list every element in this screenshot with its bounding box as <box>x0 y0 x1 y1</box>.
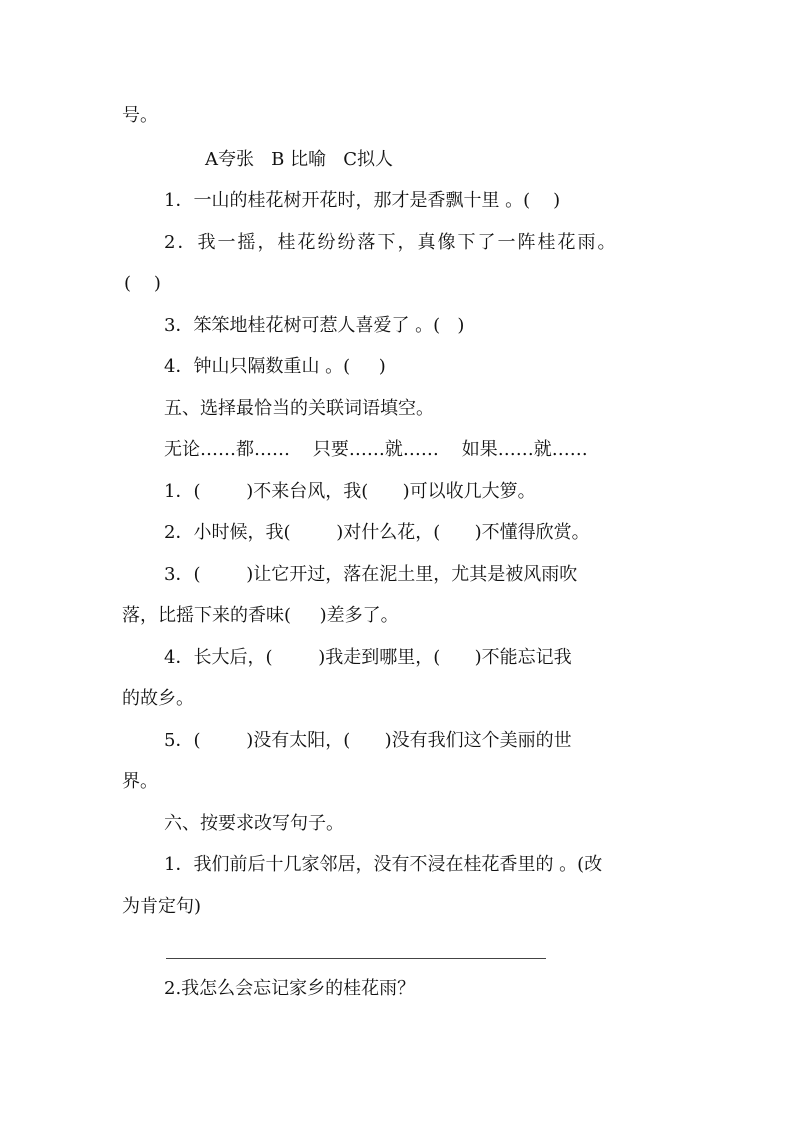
section5-line-3: 3．( )让它开过，落在泥土里，尤其是被风雨吹 <box>164 564 578 585</box>
section6-line-1: 1．我们前后十几家邻居，没有不浸在桂花香里的 。(改 <box>164 854 603 875</box>
section4-item-2: 2．我一摇，桂花纷纷落下，真像下了一阵桂花雨。 <box>164 232 618 253</box>
section4-tail: 号。 <box>122 105 158 126</box>
section5-line-4: 4．长大后，( )我走到哪里，( )不能忘记我 <box>164 647 572 668</box>
section5-line-5: 5．( )没有太阳，( )没有我们这个美丽的世 <box>164 730 572 751</box>
section6-title: 六、按要求改写句子。 <box>164 813 344 834</box>
section5-choices: 无论……都…… 只要……就…… 如果……就…… <box>164 439 588 460</box>
section4-item-4: 4．钟山只隔数重山 。( ) <box>164 356 386 377</box>
section5-line-5-cont: 界。 <box>122 771 158 792</box>
section5-line-4-cont: 的故乡。 <box>122 688 194 709</box>
section4-item-1: 1．一山的桂花树开花时，那才是香飘十里 。( ) <box>164 190 561 211</box>
section5-line-3-cont: 落，比摇下来的香味( )差多了。 <box>122 605 399 626</box>
section4-item-2-paren: ( ) <box>124 273 161 294</box>
section5-title: 五、选择最恰当的关联词语填空。 <box>164 398 434 419</box>
section5-line-1: 1．( )不来台风，我( )可以收几大箩。 <box>164 481 536 502</box>
section6-line-2: 2.我怎么会忘记家乡的桂花雨？ <box>164 978 416 999</box>
answer-line <box>166 958 546 959</box>
section4-options: A夸张 B 比喻 C拟人 <box>205 149 394 170</box>
section6-line-1-cont: 为肯定句) <box>122 896 202 917</box>
section5-line-2: 2．小时候，我( )对什么花，( )不懂得欣赏。 <box>164 522 590 543</box>
section4-item-3: 3．笨笨地桂花树可惹人喜爱了 。( ) <box>164 315 465 336</box>
